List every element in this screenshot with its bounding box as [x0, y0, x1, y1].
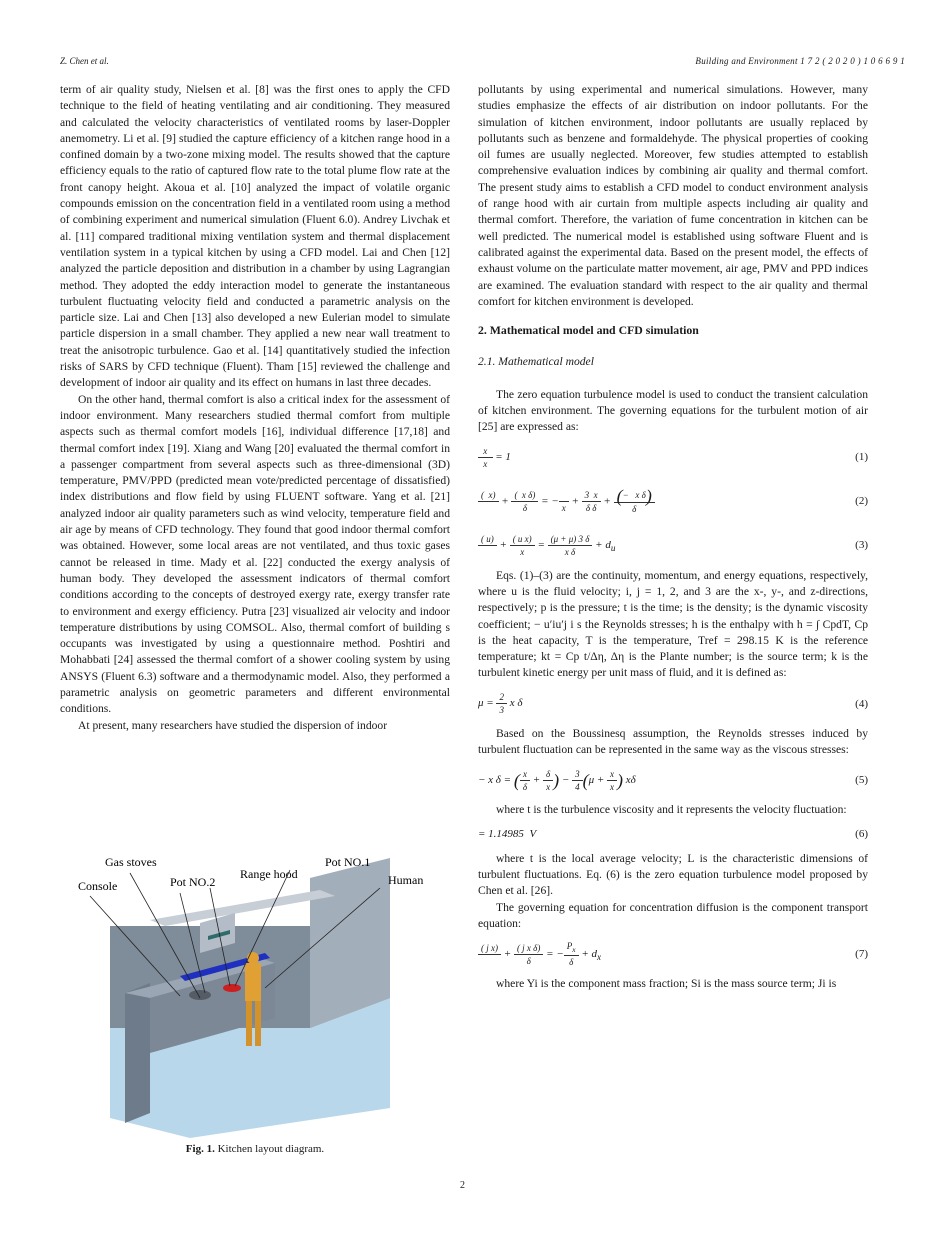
right-column — [478, 82, 868, 992]
equation-6: = 1.14985 V (6) — [478, 819, 868, 851]
equation-5: − x δ = ( $\frac{x}{\delta}$ + $\frac{\delta}{x}$ ) − $\frac{3}{4}$ (μ + $\frac{x}{x}$ ) xδ (5) — [478, 768, 868, 792]
human-leg — [255, 1001, 261, 1046]
kitchen-layout-figure — [60, 848, 450, 1138]
section-heading: 2. Mathematical model and CFD simulation — [478, 323, 699, 338]
running-header-authors: Z. Chen et al. — [60, 56, 109, 66]
subsection-heading: 2.1. Mathematical model — [478, 355, 594, 369]
equation-number: (1) — [855, 451, 868, 464]
label-pot-no2: Pot NO.2 — [170, 875, 216, 889]
kitchen-3d-illustration — [60, 848, 450, 1138]
console-left — [125, 983, 150, 1123]
paragraph: where Yi is the component mass fraction; Si is the mass source term; Ji is — [496, 977, 837, 991]
pot-no1 — [223, 984, 241, 992]
paragraph: On the other hand, thermal comfort is also a critical index for the assessment of indoor environment. Many researchers studied thermal comfort from multiple aspects such as thermal comfort models [16], individual difference [17,18] and thermal comfort index [19]. Xiang and Wang [20] evaluated the thermal comfort in a passenger compartment from several aspects such as three-dimensional (3D) temperature, PMV/PPD (predicted mean vote/predicted percentage of dissatisfied) index distributions and flow field by using FLUENT software. Yang et al. [21] analyzed indoor air quality parameters such as wind velocity, temperature field and air age by means of CFD technology. They found that good indoor thermal comfort was obtained. However, some local areas are not ventilated, and thus toxic gases cannot be released in time. Mady et al. [22] conducted the exergy analysis of human body. They developed the assessment indicators of thermal comfort conditions according to the concepts of destroyed exergy rate, exergy transfer rate to environment and exergy efficiency. Putra [23] visualized air velocity and indoor temperature distributions by using COMSOL. Also, thermal comfort of building s occupants was investigated by using a questionnaire method. Poshtiri and Mohabbati [24] assessed the thermal comfort of a shower cooling system by using ANSYS (Fluent 6.3) software and a thermodynamic model. Also, they performed a parametric analysis on geometric parameters and different environmental conditions. — [60, 392, 450, 716]
paragraph: term of air quality study, Nielsen et al. [8] was the first ones to apply the CFD technique to the field of heating ventilating and air conditioning. They measured and calculated the velocity characteristics of ventilated rooms by laser-Doppler anemometry. Li et al. [9] studied the capture efficiency of a kitchen range hood in a confined domain by a two-zone mixing model. The results showed that the capture efficiency equals to the ratio of captured flow rate to the total plume flow rate at the front canopy height. Akoua et al. [10] analyzed the impact of volatile organic compounds emission on the concentration field in a ventilated room using a method of combining experiment and numerical simulation (Fluent 6.0). Andrey Livchak et al. [11] compared traditional mixing ventilation system and thermal displacement ventilation system in a typical kitchen by using a CFD model. Lai and Chen [12] analyzed the particle deposition and distribution in a chamber by using Lagrangian method. They adopted the eddy interaction model to generate the instantaneous turbulent fluctuating velocity field and conducted a parametric analysis on the particle size. Lai and Chen [13] also developed a new Eulerian model to simulate particle dispersion in a small chamber. They applied a new near wall treatment to treat the anisotropic turbulence. Gao et al. [14] quantitatively studied the infection risks of SARS by CFD technique (Fluent). Tham [15] reviewed the challenge and development of indoor air quality and its effect on humans in last three decades. — [60, 83, 450, 390]
caption-label: Fig. 1. — [185, 1143, 215, 1155]
paragraph: pollutants by using experimental and numerical simulations. However, many studies emphasize the effects of air distribution on indoor pollutants. For the simulation of kitchen environment, indoor pollutants are usually replaced by pollutants such as benzene and formaldehyde. The physical properties of cooking oil fumes are usually neglected. Moreover, few studies attempted to establish comprehensive evaluation indices by combining air quality and thermal comfort. The present study aims to establish a CFD model to conduct environment analysis of range hood with air curtain from multiple aspects including air quality and thermal comfort. Therefore, the variation of fume concentration in kitchen can be well predicted. The numerical model is established using software Fluent and is calibrated against the experimental data. Based on the present model, the effects of exhaust volume on the particulate matter movement, air age, PMV and PPD indices are examined. The evaluation standard with respect to the air quality and thermal comfort for kitchen environment is developed. — [478, 83, 868, 308]
label-pot-no1: Pot NO.1 — [325, 855, 371, 869]
top-ledge — [150, 890, 335, 926]
label-range-hood: Range hood — [240, 867, 298, 881]
equation-7: ( j x) + $\frac{\text{( j x δ)}}{\delta}$ = − $\frac{P_x}{\delta}$ + $d_x$ (7) — [478, 932, 868, 976]
paragraph: Based on the Boussinesq assumption, the Reynolds stresses induced by turbulent fluctuation can be represented in the same way as the viscous stresses: — [478, 726, 868, 757]
equation-number: (4) — [855, 697, 868, 710]
paragraph: where t is the local average velocity; L is the characteristic dimensions of turbulent fluctuations. Eq. (6) is the zero equation turbulence model proposed by Chen et al. [26]. — [478, 851, 868, 898]
figure-caption — [60, 1143, 450, 1155]
running-header-journal: Building and Environment 1 7 2 ( 2 0 2 0 ) 1 0 6 6 9 1 — [695, 56, 905, 66]
equation-number: (6) — [855, 828, 868, 841]
human-torso — [245, 963, 261, 1001]
label-console: Console — [78, 879, 118, 893]
paragraph: At present, many researchers have studied the dispersion of indoor — [78, 718, 388, 732]
pot-no2 — [189, 990, 211, 1000]
equation-number: (5) — [855, 774, 868, 787]
caption-text: Kitchen layout diagram. — [217, 1143, 325, 1155]
page-number: 2 — [460, 1180, 465, 1191]
right-wall — [310, 858, 390, 1028]
label-human: Human — [388, 873, 424, 887]
human-leg — [246, 1001, 252, 1046]
paragraph: The zero equation turbulence model is used to conduct the transient calculation of kitchen environment. The governing equations for the turbulent motion of air [25] are expressed as: — [478, 387, 868, 434]
equation-3: ( u) + $\frac{\text{( u x)}}{x}$ = $\frac{(\mu + \mu) 3 \delta}{\text{x δ}}$ + $d_u$ (3) — [478, 524, 868, 568]
paragraph: The governing equation for concentration diffusion is the component transport equation: — [478, 900, 868, 930]
equation-number: (3) — [855, 539, 868, 552]
paragraph: Eqs. (1)–(3) are the continuity, momentum, and energy equations, respectively, where u is the fluid velocity; i, j = 1, 2, and 3 are the x-, y-, and z-directions, respectively; p is the pressure; t is the time; is the density; is the dynamic viscosity coefficient; − u′iu′j i s the Reynolds stresses; h is the enthalpy with h = ∫ CpdT, Cp is the heat capacity, T is the temperature, Tref = 298.15 K is the reference temperature; kt = Cp t/Δη, Δη is the Plante number; is the source term; k is the turbulent kinetic energy per unit mass of fluid, and it is defined as: — [478, 568, 868, 680]
equation-1: $\frac{x}{x}$ = 1 (1) — [478, 436, 868, 480]
equation-number: (7) — [855, 947, 868, 960]
paragraph: where t is the turbulence viscosity and it represents the velocity fluctuation: — [496, 803, 847, 817]
human-head — [247, 952, 259, 964]
label-gas-stoves: Gas stoves — [105, 855, 157, 869]
equation-2: ( x) + $\frac{\text{( x δ)}}{\delta}$ = − x + $\frac{3 x}{\text{δ δ}}$ + $\frac{\text{(− x δ)}}{\delta}$ (2) — [478, 480, 868, 524]
equation-4: μ = $\frac{2}{3}$ x δ (4) — [478, 692, 868, 716]
left-column — [60, 82, 450, 734]
equation-number: (2) — [855, 495, 868, 508]
equation-6-text: = 1.14985 — [478, 828, 524, 841]
